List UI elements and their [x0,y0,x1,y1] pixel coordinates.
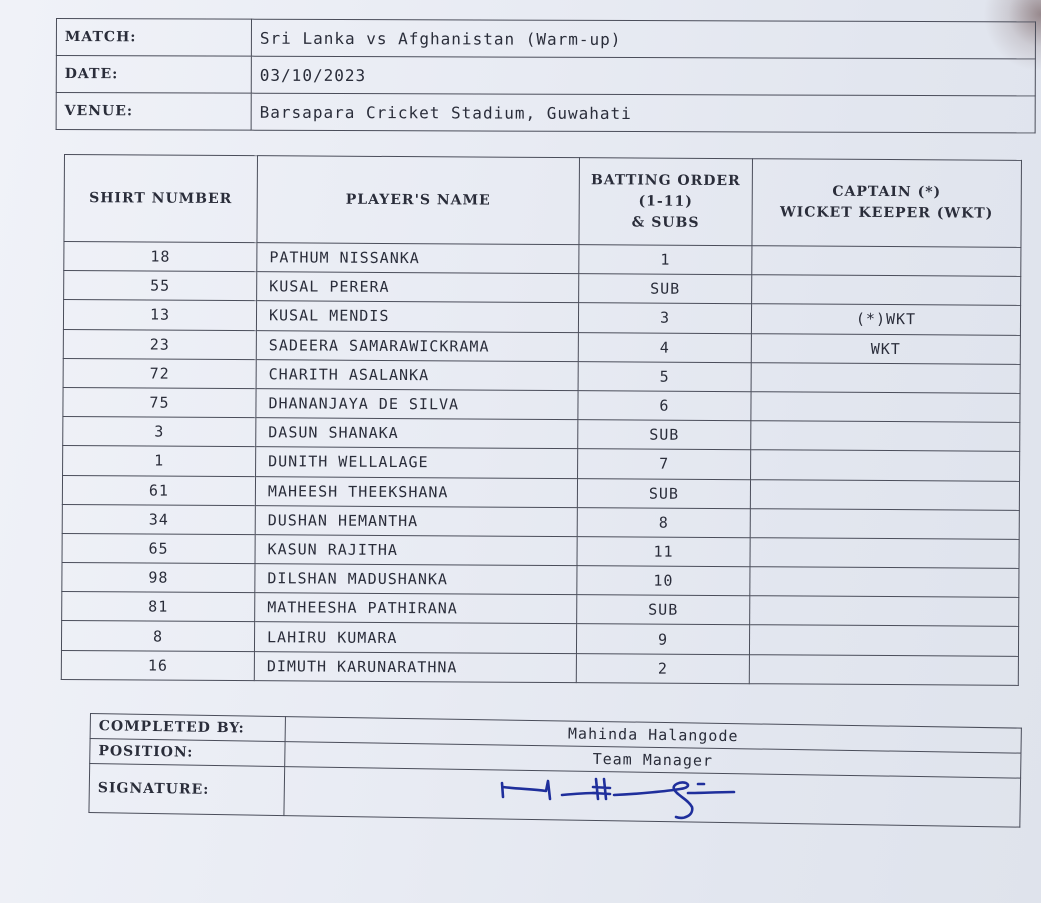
captain-keeper: WKT [751,333,1020,364]
shirt-number: 16 [61,650,254,680]
signature-label: SIGNATURE: [89,764,285,816]
signature-stroke-3 [593,779,610,799]
header-order-line2: (1-11) [638,193,693,210]
player-name: DUSHAN HEMANTHA [255,505,577,536]
player-name: KUSAL MENDIS [256,301,578,332]
venue-value: Barsapara Cricket Stadium, Guwahati [251,93,1035,133]
shirt-number: 18 [64,242,257,272]
batting-order: SUB [578,420,751,450]
captain-keeper [749,654,1018,685]
batting-order: SUB [577,595,750,625]
batting-order: 6 [578,391,751,421]
captain-keeper [752,275,1021,306]
position-value: Team Manager [285,742,1021,779]
shirt-number: 34 [62,504,255,534]
match-row [56,19,1035,59]
captain-keeper [750,479,1019,510]
header-shirt-number: SHIRT NUMBER [64,155,258,243]
header-role-line1: CAPTAIN (*) [832,183,942,201]
batting-order: 4 [578,332,751,362]
signature-stroke-2 [562,793,596,795]
date-row [56,56,1035,96]
batting-order: 5 [578,361,751,391]
signature-stroke-5 [688,792,734,793]
player-name: SADEERA SAMARAWICKRAMA [256,330,578,361]
position-label: POSITION: [90,739,285,767]
captain-keeper [750,596,1019,627]
header-order-line1: BATTING ORDER [590,171,741,189]
handwritten-signature [498,773,738,825]
venue-row [56,93,1035,133]
shirt-number: 13 [63,300,256,330]
captain-keeper: (*)WKT [751,304,1020,335]
batting-order: 8 [577,507,750,537]
player-name: PATHUM NISSANKA [257,243,579,274]
header-batting-order [579,158,753,246]
squad-header-row [64,155,1022,248]
header-role-line2: WICKET KEEPER (WKT) [779,204,994,222]
shirt-number: 75 [63,387,256,417]
squad-body [61,242,1021,686]
captain-keeper [750,567,1019,598]
squad-table [61,154,1022,686]
batting-order: 10 [577,566,750,596]
table-row [61,650,1018,685]
shirt-number: 98 [62,563,255,593]
batting-order: 1 [579,245,752,275]
captain-keeper [750,508,1019,539]
header-order-line3: & SUBS [631,213,700,231]
batting-order: 9 [576,624,749,654]
player-name: MATHEESHA PATHIRANA [255,593,577,624]
player-name: KUSAL PERERA [257,272,579,303]
player-name: CHARITH ASALANKA [256,359,578,390]
batting-order: 2 [576,653,749,683]
header-player-name: PLAYER'S NAME [257,156,580,245]
captain-keeper [749,625,1018,656]
shirt-number: 65 [62,533,255,563]
date-value: 03/10/2023 [251,56,1035,96]
batting-order: 7 [578,449,751,479]
shirt-number: 8 [61,621,254,651]
player-name: DASUN SHANAKA [256,418,578,449]
batting-order: 3 [578,303,751,333]
completed-by-label: COMPLETED BY: [90,714,285,742]
captain-keeper [750,538,1019,569]
shirt-number: 55 [64,271,257,301]
player-name: DILSHAN MADUSHANKA [255,564,577,595]
player-name: MAHEESH THEEKSHANA [255,476,577,507]
shirt-number: 1 [63,446,256,476]
shirt-number: 23 [63,329,256,359]
captain-keeper [751,421,1020,452]
captain-keeper [751,362,1020,393]
player-name: DIMUTH KARUNARATHNA [254,651,576,682]
captain-keeper [751,450,1020,481]
match-info-table [56,18,1036,133]
batting-order: SUB [577,478,750,508]
shirt-number: 81 [62,592,255,622]
shirt-number: 72 [63,358,256,388]
player-name: DUNITH WELLALAGE [256,447,578,478]
captain-keeper [752,246,1021,277]
match-value: Sri Lanka vs Afghanistan (Warm-up) [251,19,1035,59]
shirt-number: 3 [63,417,256,447]
venue-label: VENUE: [56,93,251,131]
signature-stroke-1 [502,781,550,799]
shirt-number: 61 [62,475,255,505]
header-captain-keeper [752,159,1022,248]
batting-order: 11 [577,537,750,567]
signature-stroke-4 [614,782,692,817]
match-label: MATCH: [56,19,251,57]
date-label: DATE: [56,56,251,94]
player-name: LAHIRU KUMARA [254,622,576,653]
captain-keeper [751,392,1020,423]
player-name: DHANANJAYA DE SILVA [256,389,578,420]
batting-order: SUB [579,274,752,304]
completed-by-value: Mahinda Halangode [285,717,1021,754]
player-name: KASUN RAJITHA [255,535,577,566]
